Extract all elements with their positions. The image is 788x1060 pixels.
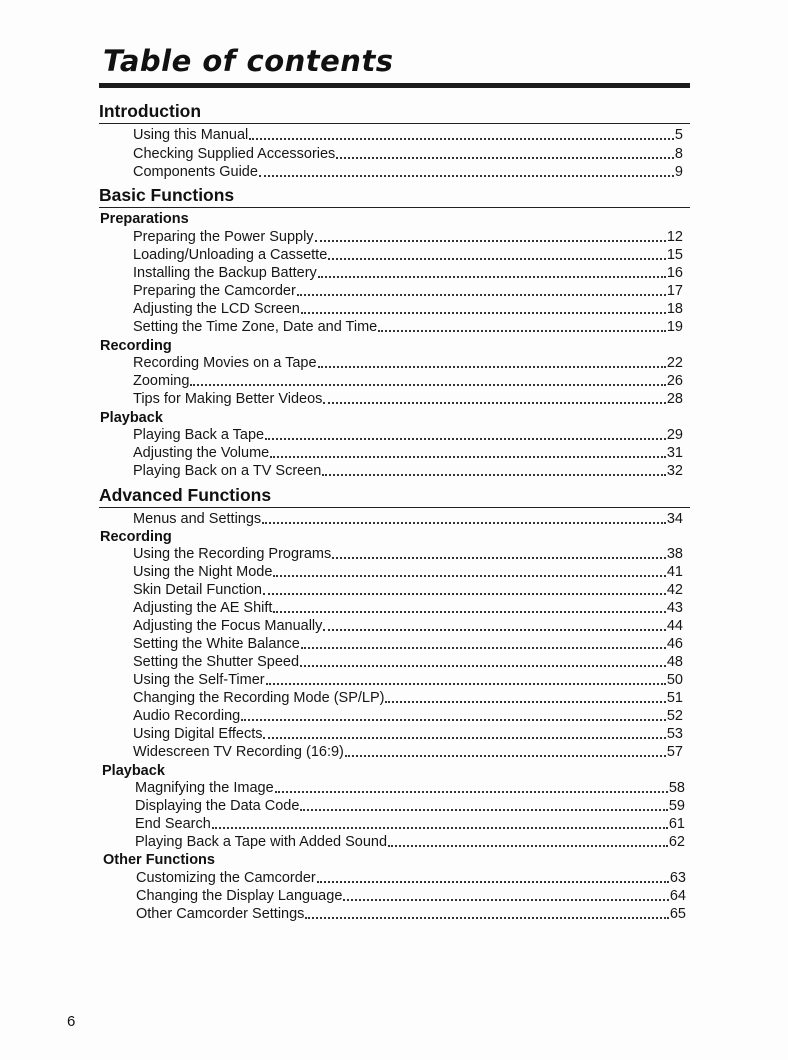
entry-page: 43	[666, 600, 683, 616]
entry-label: Zooming	[133, 373, 190, 389]
entry-page: 48	[666, 654, 683, 670]
toc-entry[interactable]	[133, 635, 683, 653]
entry-label: Magnifying the Image	[135, 780, 274, 796]
entry-page: 32	[666, 463, 683, 479]
entry-page: 18	[666, 301, 683, 317]
toc-entry[interactable]	[133, 510, 683, 528]
dot-leader	[343, 899, 668, 901]
entry-label: Checking Supplied Accessories	[133, 146, 336, 162]
dot-leader	[265, 438, 666, 440]
entry-label: Skin Detail Function	[133, 582, 262, 598]
dot-leader	[263, 593, 666, 595]
entry-label: Using this Manual	[133, 127, 249, 143]
entry-page: 46	[666, 636, 683, 652]
toc-entry[interactable]	[133, 372, 683, 390]
subheading-other-functions: Other Functions	[103, 852, 215, 868]
toc-entry[interactable]	[133, 390, 683, 408]
toc-entry[interactable]	[133, 563, 683, 581]
entry-page: 42	[666, 582, 683, 598]
toc-entry[interactable]	[133, 145, 683, 163]
toc-entry[interactable]	[133, 282, 683, 300]
subheading-playback: Playback	[102, 763, 165, 779]
entry-label: Audio Recording	[133, 708, 241, 724]
section-rule-advanced-functions	[99, 507, 690, 508]
entry-label: Customizing the Camcorder	[136, 870, 316, 886]
entry-page: 31	[666, 445, 683, 461]
entry-label: Installing the Backup Battery	[133, 265, 317, 281]
toc-entry[interactable]	[133, 462, 683, 480]
entry-label: Playing Back a Tape with Added Sound	[135, 834, 388, 850]
dot-leader	[315, 240, 666, 242]
entry-label: Loading/Unloading a Cassette	[133, 247, 328, 263]
subheading-recording: Recording	[100, 529, 172, 545]
toc-entry[interactable]	[136, 905, 686, 923]
entry-page: 52	[666, 708, 683, 724]
entry-page: 59	[668, 798, 685, 814]
dot-leader	[190, 384, 665, 386]
toc-entry[interactable]	[135, 779, 685, 797]
entry-label: End Search	[135, 816, 211, 832]
toc-entry[interactable]	[133, 545, 683, 563]
subheading-recording: Recording	[100, 338, 172, 354]
dot-leader	[212, 827, 668, 829]
entry-label: Adjusting the LCD Screen	[133, 301, 300, 317]
entry-label: Other Camcorder Settings	[136, 906, 305, 922]
entry-page: 50	[666, 672, 683, 688]
toc-entry[interactable]	[135, 833, 685, 851]
toc-entry[interactable]	[133, 246, 683, 264]
entry-page: 34	[666, 511, 683, 527]
toc-entry[interactable]	[133, 599, 683, 617]
toc-entry[interactable]	[133, 163, 683, 181]
entry-label: Menus and Settings	[133, 511, 262, 527]
toc-entry[interactable]	[135, 797, 685, 815]
dot-leader	[323, 629, 665, 631]
entry-label: Adjusting the AE Shift	[133, 600, 273, 616]
toc-entry[interactable]	[133, 743, 683, 761]
dot-leader	[270, 456, 666, 458]
section-rule-basic-functions	[99, 207, 690, 208]
entry-page: 41	[666, 564, 683, 580]
dot-leader	[297, 294, 666, 296]
dot-leader	[273, 611, 665, 613]
entry-label: Adjusting the Focus Manually	[133, 618, 323, 634]
entry-label: Using the Recording Programs	[133, 546, 332, 562]
entry-page: 8	[674, 146, 683, 162]
entry-page: 62	[668, 834, 685, 850]
entry-page: 44	[666, 618, 683, 634]
entry-page: 51	[666, 690, 683, 706]
section-rule-introduction	[99, 123, 690, 124]
entry-label: Setting the Shutter Speed	[133, 654, 300, 670]
entry-label: Setting the Time Zone, Date and Time	[133, 319, 378, 335]
entry-page: 26	[666, 373, 683, 389]
dot-leader	[332, 557, 666, 559]
toc-entry[interactable]	[133, 426, 683, 444]
title-rule	[99, 83, 690, 88]
entry-page: 28	[666, 391, 683, 407]
dot-leader	[323, 402, 665, 404]
subheading-playback: Playback	[100, 410, 163, 426]
entry-label: Displaying the Data Code	[135, 798, 300, 814]
entry-page: 22	[666, 355, 683, 371]
dot-leader	[259, 175, 674, 177]
dot-leader	[336, 157, 674, 159]
entry-label: Preparing the Power Supply	[133, 229, 314, 245]
dot-leader	[328, 258, 666, 260]
dot-leader	[249, 138, 674, 140]
dot-leader	[262, 522, 666, 524]
page-number: 6	[67, 1013, 76, 1030]
toc-entry[interactable]	[133, 725, 683, 743]
dot-leader	[317, 881, 669, 883]
entry-page: 15	[666, 247, 683, 263]
page-title: Table of contents	[103, 44, 394, 78]
entry-page: 17	[666, 283, 683, 299]
toc-entry[interactable]	[133, 318, 683, 336]
entry-page: 12	[666, 229, 683, 245]
entry-label: Changing the Display Language	[136, 888, 343, 904]
toc-entry[interactable]	[133, 444, 683, 462]
dot-leader	[275, 791, 668, 793]
toc-entry[interactable]	[133, 228, 683, 246]
toc-entry[interactable]	[133, 354, 683, 372]
dot-leader	[318, 276, 666, 278]
entry-page: 58	[668, 780, 685, 796]
entry-page: 9	[674, 164, 683, 180]
entry-label: Using the Night Mode	[133, 564, 273, 580]
entry-page: 19	[666, 319, 683, 335]
entry-label: Adjusting the Volume	[133, 445, 270, 461]
dot-leader	[378, 330, 666, 332]
toc-entry[interactable]	[133, 581, 683, 599]
dot-leader	[263, 737, 665, 739]
entry-page: 61	[668, 816, 685, 832]
entry-label: Widescreen TV Recording (16:9)	[133, 744, 344, 760]
section-heading-advanced-functions: Advanced Functions	[99, 485, 272, 505]
entry-page: 29	[666, 427, 683, 443]
dot-leader	[300, 665, 666, 667]
entry-label: Playing Back on a TV Screen	[133, 463, 322, 479]
toc-entry[interactable]	[133, 689, 683, 707]
entry-label: Using Digital Effects	[133, 726, 263, 742]
toc-entry[interactable]	[133, 300, 683, 318]
entry-page: 53	[666, 726, 683, 742]
dot-leader	[385, 701, 665, 703]
toc-entry[interactable]	[135, 815, 685, 833]
dot-leader	[266, 683, 666, 685]
entry-label: Setting the White Balance	[133, 636, 300, 652]
dot-leader	[301, 647, 666, 649]
entry-label: Recording Movies on a Tape	[133, 355, 317, 371]
dot-leader	[300, 809, 667, 811]
dot-leader	[322, 474, 666, 476]
dot-leader	[305, 917, 668, 919]
toc-entry[interactable]	[133, 264, 683, 282]
toc-entry[interactable]	[133, 707, 683, 725]
entry-page: 64	[669, 888, 686, 904]
dot-leader	[241, 719, 666, 721]
entry-page: 57	[666, 744, 683, 760]
toc-entry[interactable]	[133, 126, 683, 144]
toc-entry[interactable]	[136, 887, 686, 905]
section-heading-introduction: Introduction	[99, 101, 202, 121]
toc-entry[interactable]	[133, 653, 683, 671]
dot-leader	[388, 845, 668, 847]
section-heading-basic-functions: Basic Functions	[99, 185, 235, 205]
entry-label: Components Guide	[133, 164, 258, 180]
entry-page: 5	[674, 127, 683, 143]
dot-leader	[345, 755, 666, 757]
entry-label: Changing the Recording Mode (SP/LP)	[133, 690, 385, 706]
toc-entry[interactable]	[136, 869, 686, 887]
entry-label: Playing Back a Tape	[133, 427, 265, 443]
entry-label: Using the Self-Timer	[133, 672, 265, 688]
entry-page: 38	[666, 546, 683, 562]
entry-page: 16	[666, 265, 683, 281]
dot-leader	[318, 366, 666, 368]
entry-page: 65	[669, 906, 686, 922]
subheading-preparations: Preparations	[100, 211, 189, 227]
dot-leader	[301, 312, 666, 314]
entry-page: 63	[669, 870, 686, 886]
entry-label: Preparing the Camcorder	[133, 283, 296, 299]
entry-label: Tips for Making Better Videos	[133, 391, 323, 407]
toc-entry[interactable]	[133, 617, 683, 635]
dot-leader	[273, 575, 665, 577]
toc-entry[interactable]	[133, 671, 683, 689]
